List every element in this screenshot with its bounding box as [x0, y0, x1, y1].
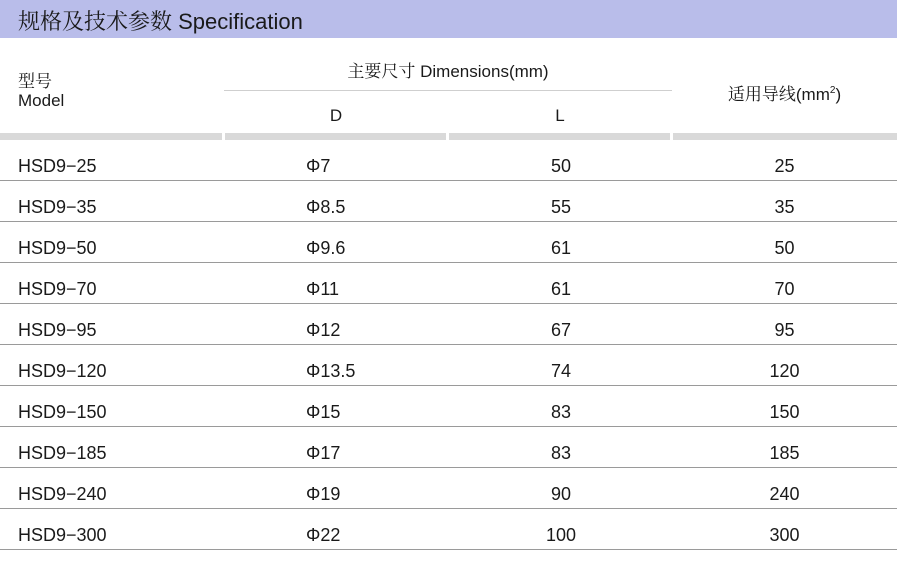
band-gap	[222, 133, 225, 140]
model-header-zh: 型号	[18, 72, 52, 91]
l-cell: 50	[550, 156, 572, 176]
band-gap	[670, 133, 673, 140]
model-cell: HSD9−300	[18, 525, 107, 545]
page-title: 规格及技术参数 Specification	[18, 9, 303, 34]
l-cell: 67	[550, 320, 572, 340]
col-d-header: D	[329, 106, 343, 125]
wire-cell: 25	[774, 156, 795, 176]
model-cell: HSD9−185	[18, 443, 107, 463]
l-cell: 90	[550, 484, 572, 504]
wire-cell: 95	[774, 320, 795, 340]
l-cell: 74	[550, 361, 572, 381]
wire-header-superscript: 2	[829, 85, 836, 96]
model-cell: HSD9−50	[18, 238, 97, 258]
table-row	[0, 386, 897, 427]
table-row	[0, 427, 897, 468]
wire-cell: 300	[769, 525, 800, 545]
table-row	[0, 181, 897, 222]
table-row	[0, 304, 897, 345]
wire-cell: 35	[774, 197, 795, 217]
d-cell: Φ8.5	[306, 197, 346, 217]
wire-cell: 150	[769, 402, 800, 422]
wire-cell: 240	[769, 484, 800, 504]
model-cell: HSD9−240	[18, 484, 107, 504]
l-cell: 55	[550, 197, 572, 217]
wire-header	[672, 80, 897, 105]
model-cell: HSD9−95	[18, 320, 97, 340]
model-cell: HSD9−25	[18, 156, 97, 176]
wire-header-label: 适用导线(mm	[727, 85, 830, 104]
model-header-en: Model	[18, 91, 65, 110]
d-cell: Φ19	[306, 484, 341, 504]
wire-cell: 70	[774, 279, 795, 299]
wire-header-close: )	[835, 85, 842, 104]
d-cell: Φ17	[306, 443, 341, 463]
d-cell: Φ7	[306, 156, 331, 176]
table-row	[0, 140, 897, 181]
model-cell: HSD9−35	[18, 197, 97, 217]
table-row	[0, 263, 897, 304]
wire-cell: 185	[769, 443, 800, 463]
d-cell: Φ13.5	[306, 361, 356, 381]
col-l-header: L	[555, 106, 565, 125]
header-band	[0, 133, 897, 140]
dimensions-header: 主要尺寸 Dimensions(mm)	[347, 62, 549, 81]
model-cell: HSD9−150	[18, 402, 107, 422]
table-row	[0, 222, 897, 263]
band-gap	[446, 133, 449, 140]
d-cell: Φ11	[306, 279, 340, 299]
d-cell: Φ9.6	[306, 238, 346, 258]
model-cell: HSD9−120	[18, 361, 107, 381]
d-cell: Φ12	[306, 320, 341, 340]
l-cell: 61	[550, 279, 572, 299]
table-row	[0, 468, 897, 509]
dimensions-divider	[224, 90, 672, 91]
title-bar	[0, 0, 897, 38]
spec-table-body	[0, 140, 897, 550]
wire-cell: 50	[774, 238, 795, 258]
d-cell: Φ22	[306, 525, 341, 545]
d-cell: Φ15	[306, 402, 341, 422]
l-cell: 100	[545, 525, 577, 545]
model-cell: HSD9−70	[18, 279, 97, 299]
l-cell: 61	[550, 238, 572, 258]
l-cell: 83	[550, 402, 572, 422]
l-cell: 83	[550, 443, 572, 463]
table-row	[0, 509, 897, 550]
wire-cell: 120	[769, 361, 800, 381]
table-row	[0, 345, 897, 386]
